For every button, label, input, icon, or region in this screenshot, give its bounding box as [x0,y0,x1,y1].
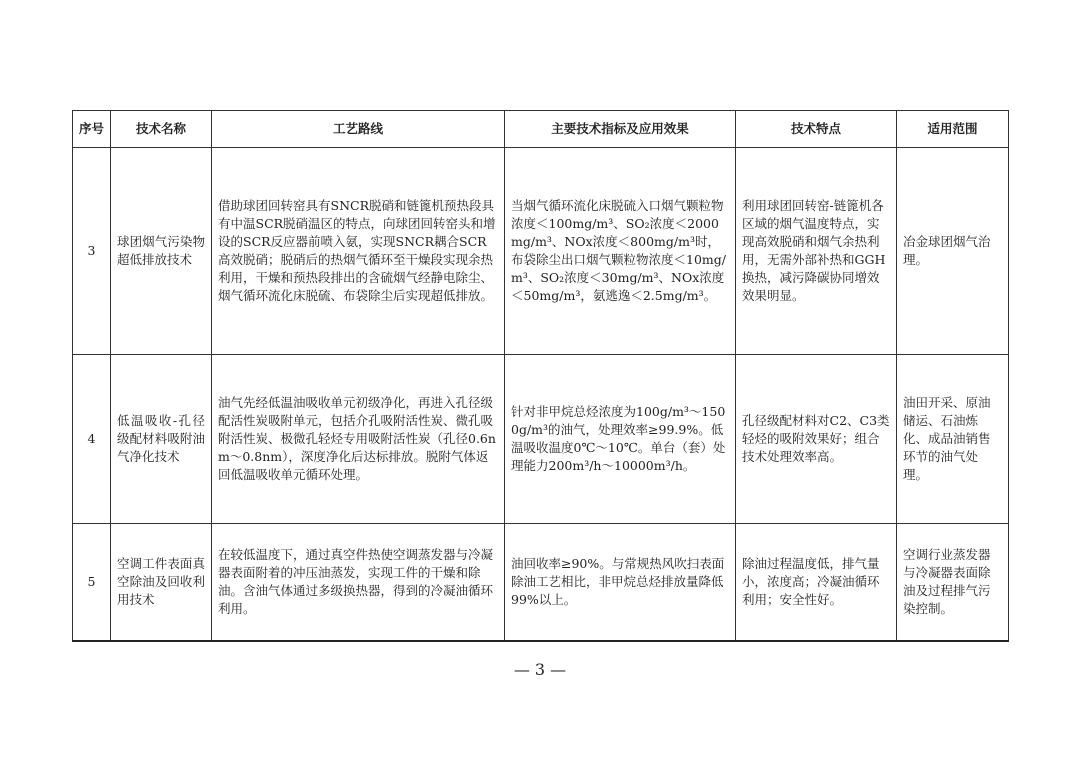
header-scope: 适用范围 [897,111,1009,148]
cell-name: 空调工件表面真空除油及回收利用技术 [111,524,212,642]
header-features: 技术特点 [736,111,897,148]
technology-table [72,110,1009,642]
cell-process: 油气先经低温油吸收单元初级净化，再进入孔径级配活性炭吸附单元，包括介孔吸附活性炭、微孔吸附活性炭、极微孔轻烃专用吸附活性炭（孔径0.6nm～0.8nm），深度净化后达标排放。脱附气体返回低温吸收单元循环处理。 [212,355,505,524]
table-row [73,148,1009,355]
cell-scope: 冶金球团烟气治理。 [897,148,1009,355]
cell-process: 在较低温度下，通过真空件热使空调蒸发器与冷凝器表面附着的冲压油蒸发，实现工件的干燥和除油。含油气体通过多级换热器，得到的冷凝油循环利用。 [212,524,505,642]
table-header-row [73,111,1009,148]
cell-scope: 空调行业蒸发器与冷凝器表面除油及过程排气污染控制。 [897,524,1009,642]
cell-features: 除油过程温度低，排气量小，浓度高；冷凝油循环利用；安全性好。 [736,524,897,642]
cell-indicators: 针对非甲烷总烃浓度为100g/m³～1500g/m³的油气，处理效率≥99.9%。低温吸收温度0℃～10℃。单台（套）处理能力200m³/h～10000m³/h。 [505,355,736,524]
cell-seq: 3 [73,148,111,355]
cell-features: 利用球团回转窑-链篦机各区域的烟气温度特点，实现高效脱硝和烟气余热利用，无需外部补热和GGH换热，减污降碳协同增效效果明显。 [736,148,897,355]
table-row [73,355,1009,524]
cell-seq: 4 [73,355,111,524]
header-name: 技术名称 [111,111,212,148]
cell-features: 孔径级配材料对C2、C3类轻烃的吸附效果好；组合技术处理效率高。 [736,355,897,524]
cell-indicators: 油回收率≥90%。与常规热风吹扫表面除油工艺相比，非甲烷总烃排放量降低99%以上。 [505,524,736,642]
page-number: — 3 — [513,660,567,679]
header-process: 工艺路线 [212,111,505,148]
header-seq: 序号 [73,111,111,148]
cell-name: 低温吸收-孔径级配材料吸附油气净化技术 [111,355,212,524]
table-row [73,524,1009,642]
cell-scope: 油田开采、原油储运、石油炼化、成品油销售环节的油气处理。 [897,355,1009,524]
header-indicators: 主要技术指标及应用效果 [505,111,736,148]
cell-process: 借助球团回转窑具有SNCR脱硝和链篦机预热段具有中温SCR脱硝温区的特点，向球团回转窑头和增设的SCR反应器前喷入氨，实现SNCR耦合SCR高效脱硝；脱硝后的热烟气循环至干燥段实现余热利用，干燥和预热段排出的含硫烟气经静电除尘、烟气循环流化床脱硫、布袋除尘后实现超低排放。 [212,148,505,355]
cell-name: 球团烟气污染物超低排放技术 [111,148,212,355]
cell-indicators: 当烟气循环流化床脱硫入口烟气颗粒物浓度＜100mg/m³、SO₂浓度＜2000mg/m³、NOx浓度＜800mg/m³时，布袋除尘出口烟气颗粒物浓度＜10mg/m³、SO₂浓度＜30mg/m³、NOx浓度＜50mg/m³，氨逃逸＜2.5mg/m³。 [505,148,736,355]
cell-seq: 5 [73,524,111,642]
